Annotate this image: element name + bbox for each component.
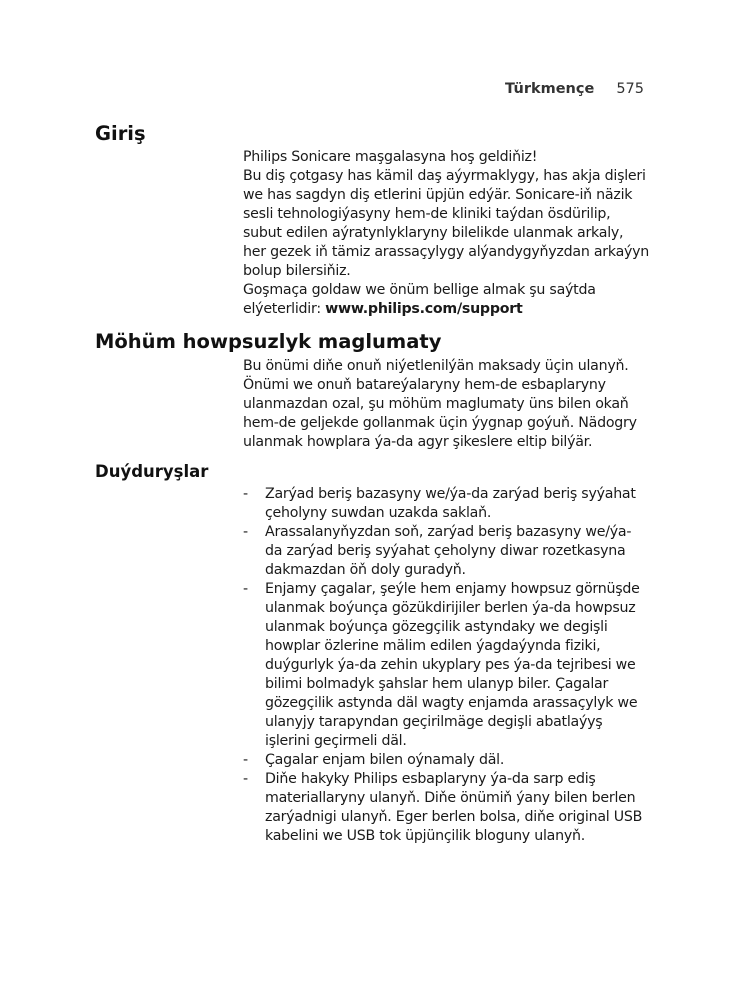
intro-line: sesli tehnologiýasyny hem-de kliniki taýdan ösdürilip,: [243, 206, 611, 222]
intro-last-prefix: elýeterlidir:: [243, 301, 326, 317]
intro-line: subut edilen aýratynlyklaryny bilelikde ulanmak arkaly,: [243, 225, 624, 241]
dash-bullet: -: [243, 752, 248, 768]
warning-line: Çagalar enjam bilen oýnamaly däl.: [265, 752, 505, 768]
warning-item: [243, 770, 645, 846]
warning-line: işlerini geçirmeli däl.: [265, 733, 407, 749]
intro-paragraph: [243, 148, 650, 319]
intro-line: bolup bilersiňiz.: [243, 263, 351, 279]
page-header: [505, 81, 644, 97]
intro-line: Goşmaça goldaw we önüm bellige almak şu saýtda: [243, 282, 596, 298]
warning-line: Diňe hakyky Philips esbaplaryny ýa-da sarp ediş: [265, 771, 596, 787]
intro-line-last: [243, 300, 645, 319]
warning-item: [243, 580, 645, 751]
warning-line: Enjamy çagalar, şeýle hem enjamy howpsuz görnüşde: [265, 581, 640, 597]
safety-line: Bu önümi diňe onuň niýetlenilýän maksady üçin ulanyň.: [243, 358, 629, 374]
warning-line: Zarýad beriş bazasyny we/ýa-da zarýad beriş syýahat: [265, 486, 636, 502]
header-language: Türkmençe: [504, 81, 595, 97]
intro-line: her gezek iň tämiz arassaçylygy alýandygyňyzdan arkaýyn: [243, 244, 650, 260]
safety-heading: Möhüm howpsuzlyk maglumaty: [95, 330, 442, 353]
warning-line: ulanyjy tarapyndan geçirilmäge degişli abatlaýyş: [265, 714, 603, 730]
warning-item: [243, 523, 645, 580]
support-link[interactable]: www.philips.com/support: [325, 301, 523, 317]
warning-line: howplar özlerine mälim edilen ýagdaýynda fiziki,: [265, 638, 601, 654]
page-number: 575: [616, 81, 644, 97]
safety-line: hem-de geljekde gollanmak üçin ýygnap goýuň. Nädogry: [243, 415, 637, 431]
intro-line: we has sagdyn diş etlerini üpjün edýär. Sonicare-iň näzik: [243, 187, 633, 203]
safety-line: Önümi we onuň batareýalaryny hem-de esbaplaryny: [243, 377, 606, 393]
warning-item: [243, 751, 645, 770]
warning-line: çeholyny suwdan uzakda saklaň.: [265, 505, 492, 521]
dash-bullet: -: [243, 771, 248, 787]
warning-line: duýgurlyk ýa-da zehin ukyplary pes ýa-da tejribesi we: [265, 657, 636, 673]
safety-line: ulanmak howplara ýa-da agyr şikeslere eltip bilýär.: [243, 434, 593, 450]
dash-bullet: -: [243, 486, 248, 502]
warning-line: zarýadnigi ulanyň. Eger berlen bolsa, diňe original USB: [265, 809, 643, 825]
safety-paragraph: [243, 357, 645, 452]
safety-line: ulanmazdan ozal, şu möhüm maglumaty üns bilen okaň: [243, 396, 629, 412]
warnings-list: [243, 485, 645, 846]
intro-line: Bu diş çotgasy has kämil daş aýyrmaklygy, has akja dişleri: [243, 168, 646, 184]
dash-bullet: -: [243, 581, 248, 597]
warning-line: Arassalanyňyzdan soň, zarýad beriş bazasyny we/ýa-: [265, 524, 632, 540]
warning-line: da zarýad beriş syýahat çeholyny diwar rozetkasyna: [265, 543, 626, 559]
intro-heading: Giriş: [95, 122, 146, 145]
warning-line: ulanmak boýunça gözükdirijiler berlen ýa-da howpsuz: [265, 600, 636, 616]
warning-line: kabelini we USB tok üpjünçilik bloguny ulanyň.: [265, 828, 585, 844]
warnings-heading: Duýduryşlar: [95, 462, 209, 481]
warning-line: gözegçilik astynda däl wagty enjamda arassaçylyk we: [265, 695, 638, 711]
warning-line: bilimi bolmadyk şahslar hem ulanyp biler. Çagalar: [265, 676, 609, 692]
warning-line: dakmazdan öň doly guradyň.: [265, 562, 466, 578]
warning-line: ulanmak boýunça gözegçilik astyndaky we degişli: [265, 619, 608, 635]
warning-item: [243, 485, 645, 523]
dash-bullet: -: [243, 524, 248, 540]
intro-line: Philips Sonicare maşgalasyna hoş geldiňiz!: [243, 149, 538, 165]
warning-line: materiallaryny ulanyň. Diňe önümiň ýany bilen berlen: [265, 790, 636, 806]
